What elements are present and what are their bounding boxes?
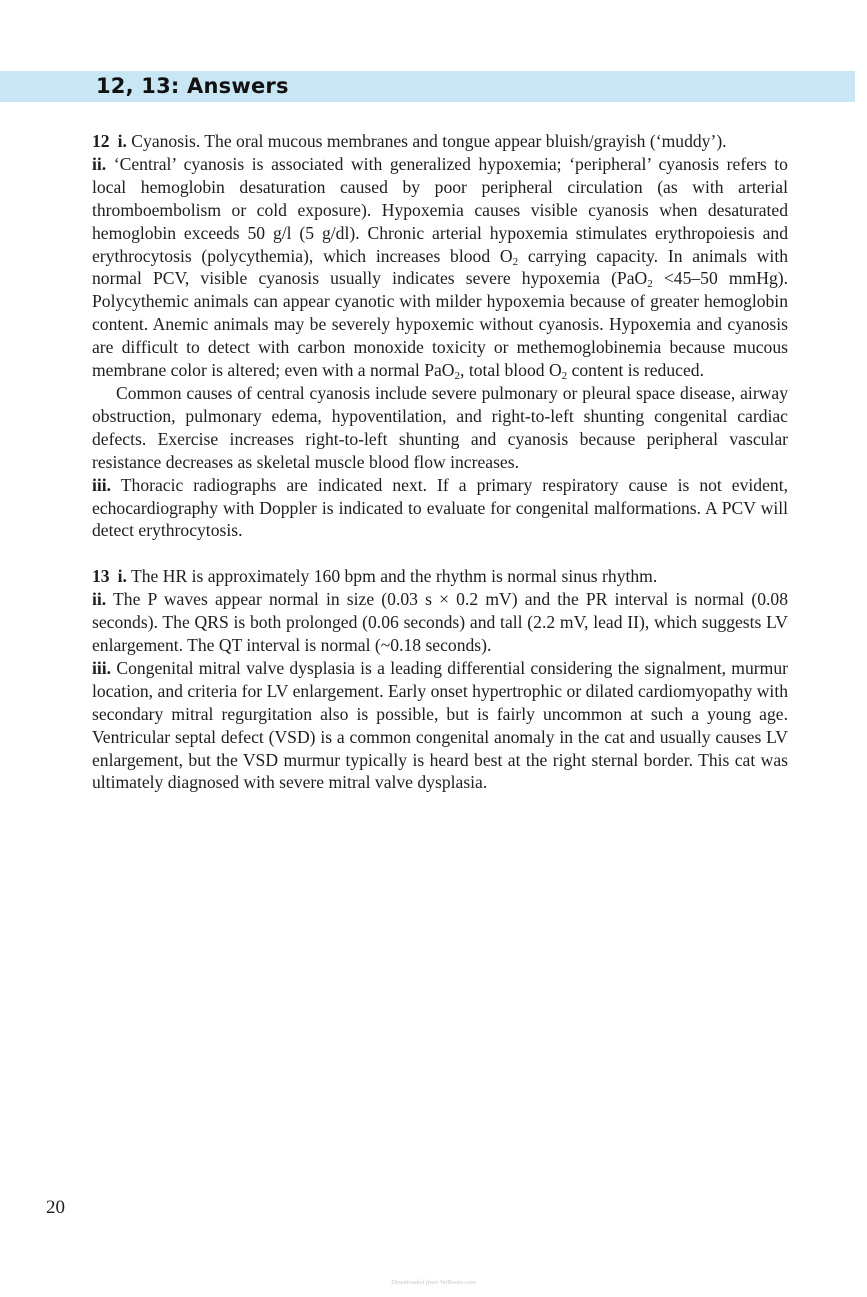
section-header-band (0, 71, 855, 102)
part-label: iii. (92, 474, 112, 495)
answer-text: carrying capacity. In animals with normal PCV, visible cyanosis usually indicates severe hypoxemia (PaO (92, 245, 788, 289)
answer-text: The P waves appear normal in size (0.03 s × 0.2 mV) and the PR interval is normal (0.08 seconds). The QRS is both prolonged (0.06 seconds) and tall (2.2 mV, lead II), which suggests LV enlargement. The QT interval is normal (~0.18 seconds). (92, 589, 788, 656)
answer-12-part-ii (92, 153, 788, 382)
answer-text: , total blood O (460, 360, 562, 381)
question-number-12: 12 (92, 131, 110, 151)
part-label: ii. (92, 153, 107, 174)
subscript: 2 (647, 278, 653, 291)
answer-text: content is reduced. (567, 360, 704, 381)
subscript: 2 (512, 255, 519, 268)
answer-13-part-iii (92, 657, 788, 794)
part-label: ii. (92, 589, 107, 610)
download-watermark: Downloaded from VetBooks.com (391, 1279, 476, 1286)
part-label: i. (117, 131, 127, 151)
section-title: 12, 13: Answers (96, 74, 289, 98)
answer-text: ‘Central’ cyanosis is associated with generalized hypoxemia; ‘peripheral’ cyanosis refers to local hemoglobin desaturation caused by poor peripheral circulation (as with arterial thromboembolism or cold exposure). Hypoxemia causes visible cyanosis when desaturated hemoglobin exceeds 50 g/l (5 g/dl). Chronic arterial hypoxemia stimulates erythropoiesis and erythrocytosis (polycythemia), which increases blood O (92, 153, 788, 266)
answer-text: Thoracic radiographs are indicated next. If a primary respiratory cause is not evident, echocardiography with Doppler is indicated to evaluate for congenital malformations. A PCV will detect erythrocytosis. (92, 474, 788, 541)
answer-12-part-iii (92, 474, 788, 543)
answer-12-part-ii-paragraph-2: Common causes of central cyanosis include severe pulmonary or pleural space disease, airway obstruction, pulmonary edema, hypoventilation, and right-to-left shunting congenital cardiac defects. Exercise increases right-to-left shunting and cyanosis because peripheral vascular resistance decreases as skeletal muscle blood flow increases. (92, 382, 788, 472)
part-label: iii. (92, 657, 112, 678)
part-label: i. (117, 566, 127, 587)
answer-13-part-ii (92, 588, 788, 657)
answer-text: <45–50 mmHg). Polycythemic animals can appear cyanotic with milder hypoxemia because of greater hemoglobin content. Anemic animals may be severely hypoxemic without cyanosis. Hypoxemia and cyanosis are difficult to detect with carbon monoxide toxicity or methemoglobinemia because mucous membrane color is altered; even with a normal PaO (92, 268, 788, 381)
answer-text: The HR is approximately 160 bpm and the rhythm is normal sinus rhythm. (130, 566, 658, 587)
section-gap (92, 542, 788, 565)
question-number-13: 13 (92, 566, 110, 587)
answer-13-part-i (92, 565, 788, 588)
subscript: 2 (454, 370, 461, 383)
page-number: 20 (46, 1197, 65, 1218)
answer-text: Cyanosis. The oral mucous membranes and tongue appear bluish/grayish (‘muddy’). (131, 131, 727, 151)
answer-12-part-i (92, 130, 788, 153)
answers-body (92, 130, 788, 794)
answer-text: Congenital mitral valve dysplasia is a leading differential considering the signalment, murmur location, and criteria for LV enlargement. Early onset hypertrophic or dilated cardiomyopathy with secondary mitral regurgitation also is possible, but is fairly uncommon at such a young age. Ventricular septal defect (VSD) is a common congenital anomaly in the cat and usually causes LV enlargement, but the VSD murmur typically is heard best at the right sternal border. This cat was ultimately diagnosed with severe mitral valve dysplasia. (92, 657, 788, 793)
subscript: 2 (561, 370, 568, 383)
